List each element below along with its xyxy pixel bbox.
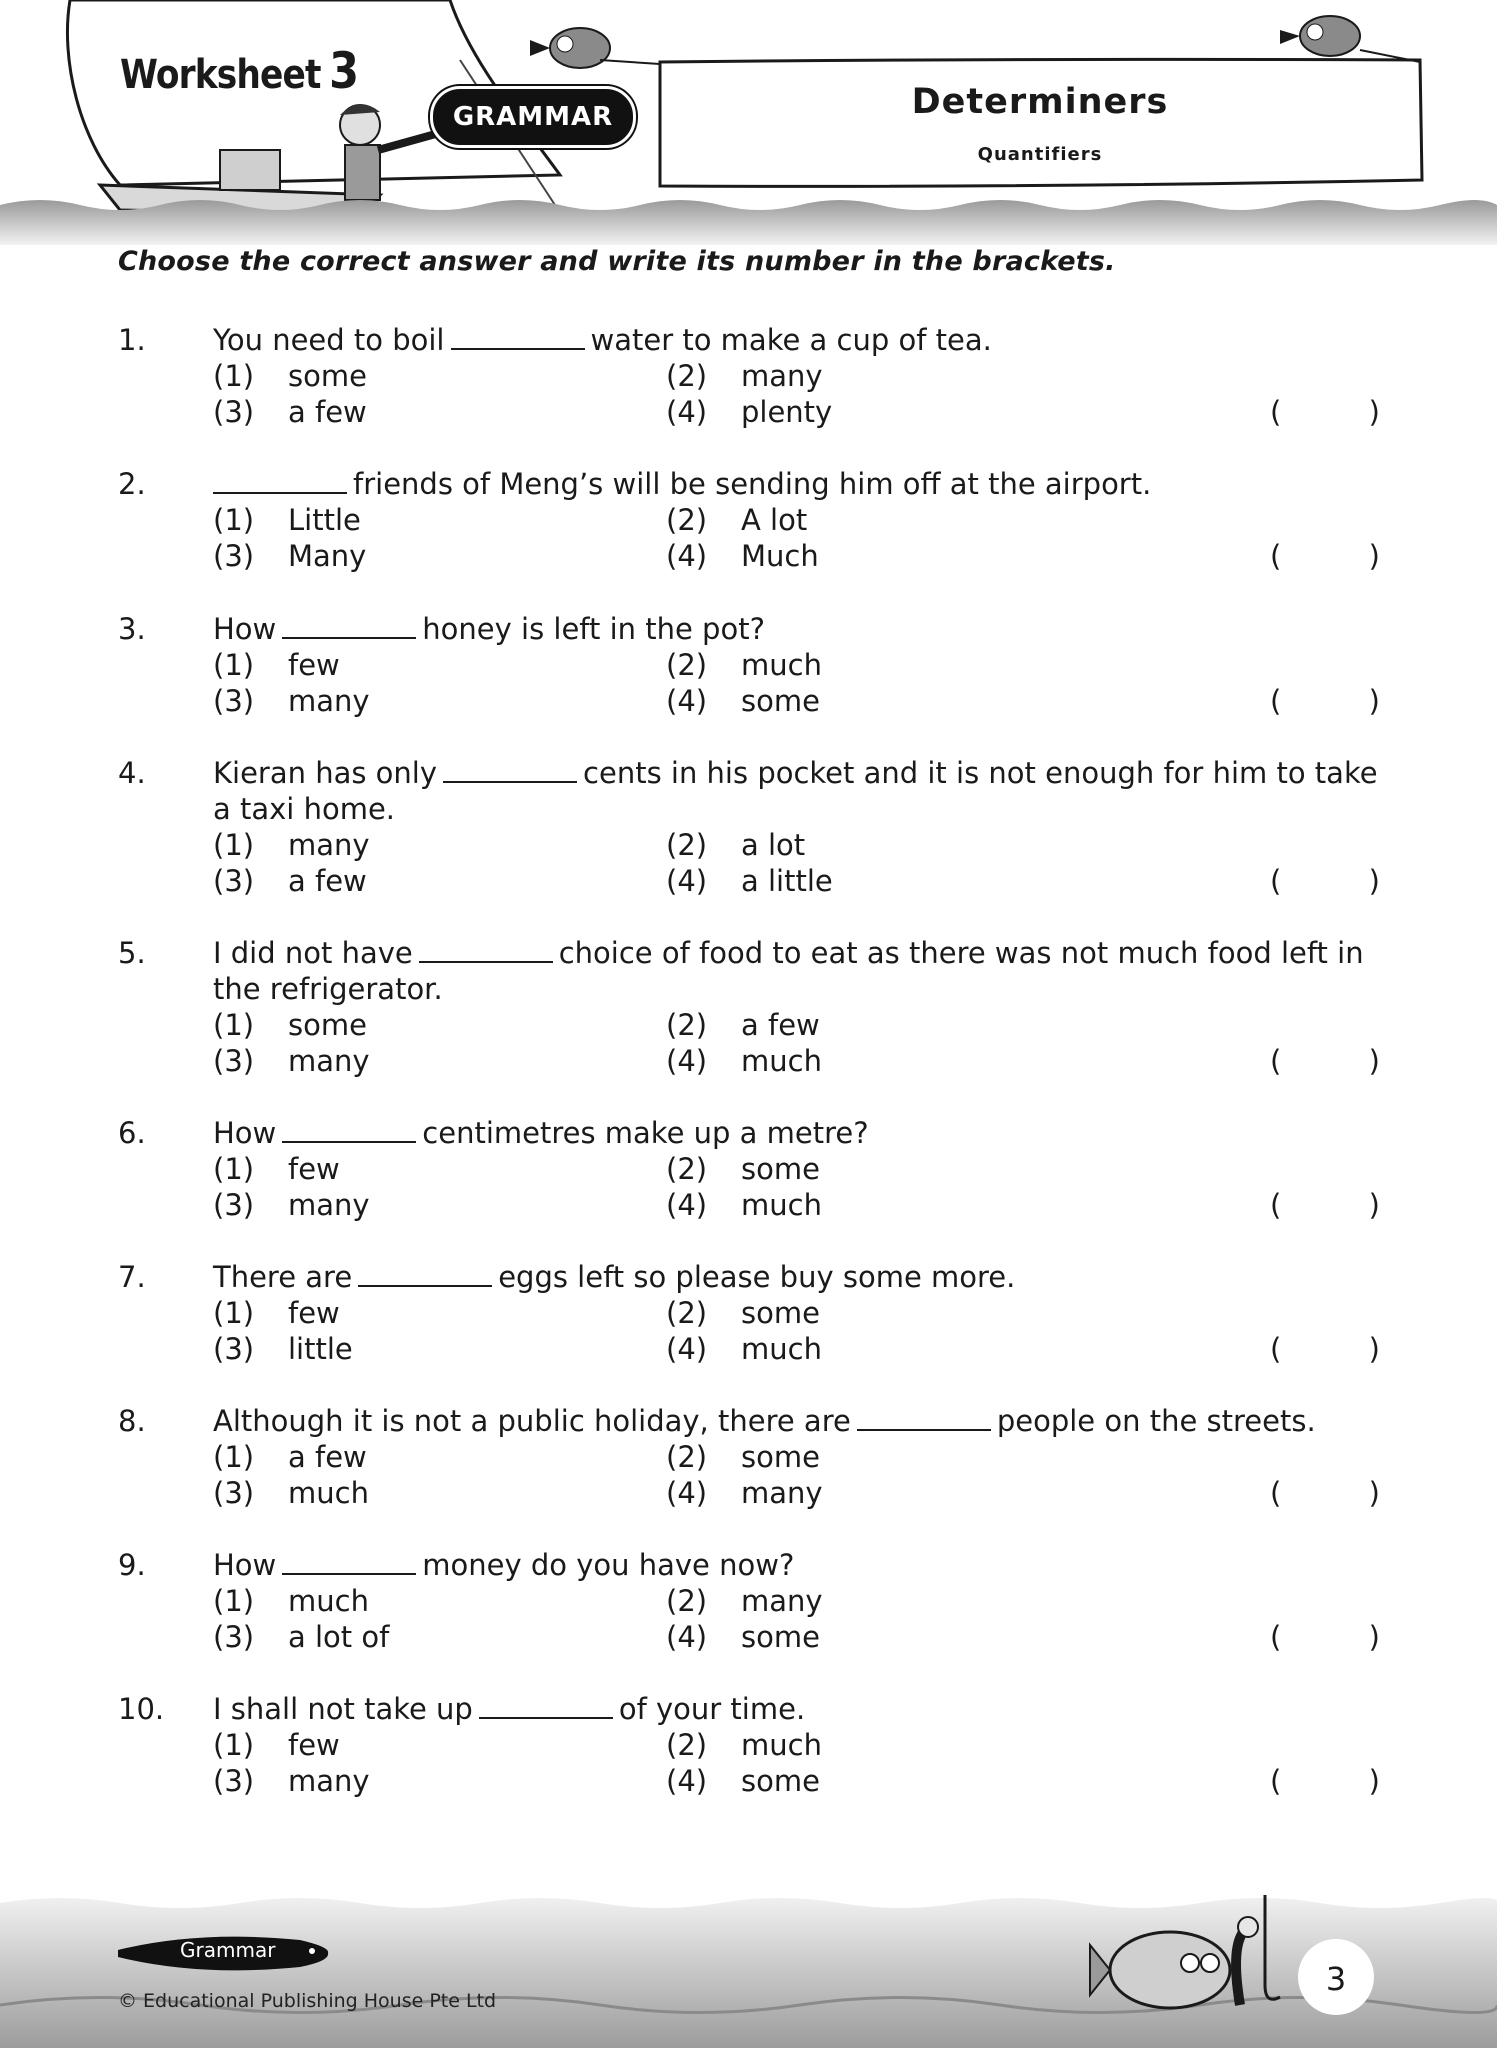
option-number: (4) <box>666 395 708 429</box>
topic-subtitle: Quantifiers <box>977 144 1103 165</box>
worksheet-number: 3 <box>329 42 359 100</box>
question-number: 1. <box>118 323 146 357</box>
option-text: few <box>288 1296 340 1330</box>
option-number: (3) <box>213 395 255 429</box>
option-number: (3) <box>213 1044 255 1078</box>
question-text-before: Kieran has only <box>213 756 438 790</box>
option-text: a few <box>288 395 367 429</box>
question-text-before: How <box>213 1116 277 1150</box>
option-text: much <box>741 1044 822 1078</box>
option-text: many <box>741 1476 823 1510</box>
option-number: (1) <box>213 1440 255 1474</box>
question-text-before: How <box>213 612 277 646</box>
option-number: (2) <box>666 648 708 682</box>
option-text: much <box>741 648 822 682</box>
worksheet-label: Worksheet <box>120 52 321 98</box>
option-text: few <box>288 648 340 682</box>
answer-blank <box>213 468 347 494</box>
bracket-close: ) <box>1368 1188 1380 1222</box>
question-text-before: I did not have <box>213 936 413 970</box>
answer-blank <box>282 1117 416 1143</box>
option-number: (4) <box>666 1764 708 1798</box>
option-number: (3) <box>213 1764 255 1798</box>
option-text: a lot <box>741 828 806 862</box>
question-text-after: money do you have now? <box>422 1548 795 1582</box>
question-text-after: choice of food to eat as there was not much food left in the refrigerator. <box>213 936 1364 1006</box>
bracket-close: ) <box>1368 864 1380 898</box>
option-text: much <box>741 1728 822 1762</box>
bracket-close: ) <box>1368 395 1380 429</box>
bracket-open: ( <box>1270 1476 1282 1510</box>
topic-title: Determiners <box>911 82 1169 122</box>
option-number: (1) <box>213 1296 255 1330</box>
question-stem <box>213 322 1383 358</box>
option-text: much <box>741 1188 822 1222</box>
question-number: 7. <box>118 1260 146 1294</box>
option-text: a few <box>288 864 367 898</box>
question-text-before: How <box>213 1548 277 1582</box>
answer-blank <box>479 1693 613 1719</box>
question-stem <box>213 1403 1383 1439</box>
footer-sea <box>0 1898 1497 2048</box>
bracket-open: ( <box>1270 395 1282 429</box>
question-text-before: You need to boil <box>213 323 445 357</box>
question-stem <box>213 466 1383 502</box>
option-number: (2) <box>666 828 708 862</box>
header-illustration <box>0 0 1497 260</box>
question-stem <box>213 1691 1383 1727</box>
sea-waves <box>0 200 1497 245</box>
option-number: (4) <box>666 1476 708 1510</box>
question-number: 2. <box>118 467 146 501</box>
page-number: 3 <box>1325 1960 1347 1998</box>
question-text-after: people on the streets. <box>996 1404 1316 1438</box>
question-number: 6. <box>118 1116 146 1150</box>
bracket-open: ( <box>1270 1044 1282 1078</box>
bracket-open: ( <box>1270 1764 1282 1798</box>
question-number: 8. <box>118 1404 146 1438</box>
bracket-close: ) <box>1368 1332 1380 1366</box>
option-number: (3) <box>213 1188 255 1222</box>
question-stem <box>213 1115 1383 1151</box>
option-text: some <box>288 359 367 393</box>
option-number: (1) <box>213 1152 255 1186</box>
option-number: (3) <box>213 684 255 718</box>
bracket-close: ) <box>1368 1044 1380 1078</box>
option-text: some <box>741 684 820 718</box>
answer-blank <box>451 324 585 350</box>
question-stem <box>213 935 1383 1007</box>
option-number: (1) <box>213 648 255 682</box>
option-text: few <box>288 1728 340 1762</box>
option-number: (1) <box>213 503 255 537</box>
option-number: (2) <box>666 1728 708 1762</box>
answer-blank <box>443 757 577 783</box>
option-number: (3) <box>213 864 255 898</box>
bracket-open: ( <box>1270 1620 1282 1654</box>
option-number: (2) <box>666 1584 708 1618</box>
option-text: a few <box>288 1440 367 1474</box>
option-text: a lot of <box>288 1620 390 1654</box>
bracket-open: ( <box>1270 1188 1282 1222</box>
question-text-after: friends of Meng’s will be sending him off at the airport. <box>353 467 1152 501</box>
option-text: some <box>741 1764 820 1798</box>
question-text-after: cents in his pocket and it is not enough for him to take a taxi home. <box>213 756 1378 826</box>
option-number: (2) <box>666 1440 708 1474</box>
answer-blank <box>419 937 553 963</box>
option-text: much <box>288 1584 369 1618</box>
option-text: many <box>288 828 370 862</box>
option-number: (3) <box>213 1620 255 1654</box>
bracket-close: ) <box>1368 684 1380 718</box>
option-number: (4) <box>666 539 708 573</box>
option-number: (1) <box>213 1008 255 1042</box>
option-text: some <box>741 1620 820 1654</box>
topic-banner <box>660 59 1422 186</box>
question-number: 3. <box>118 612 146 646</box>
bracket-open: ( <box>1270 1332 1282 1366</box>
option-text: many <box>741 1584 823 1618</box>
question-text-after: of your time. <box>618 1692 806 1726</box>
option-number: (1) <box>213 1584 255 1618</box>
bracket-open: ( <box>1270 539 1282 573</box>
footer-illustration <box>0 1885 1497 2048</box>
option-text: Much <box>741 539 819 573</box>
option-number: (2) <box>666 1008 708 1042</box>
bird-right-illustration <box>1280 16 1360 56</box>
copyright-text: © Educational Publishing House Pte Ltd <box>118 1990 497 2012</box>
subject-tag: GRAMMAR <box>430 86 636 148</box>
option-number: (4) <box>666 1188 708 1222</box>
option-number: (3) <box>213 539 255 573</box>
question-number: 10. <box>118 1692 165 1726</box>
option-number: (3) <box>213 1476 255 1510</box>
answer-blank <box>857 1405 991 1431</box>
question-text-after: centimetres make up a metre? <box>422 1116 869 1150</box>
option-number: (2) <box>666 1296 708 1330</box>
option-text: many <box>288 1764 370 1798</box>
option-number: (2) <box>666 359 708 393</box>
option-text: little <box>288 1332 353 1366</box>
option-number: (4) <box>666 1044 708 1078</box>
option-text: a little <box>741 864 833 898</box>
option-text: some <box>741 1440 820 1474</box>
option-text: much <box>741 1332 822 1366</box>
bracket-open: ( <box>1270 684 1282 718</box>
question-text-before: I shall not take up <box>213 1692 473 1726</box>
option-text: much <box>288 1476 369 1510</box>
option-number: (1) <box>213 359 255 393</box>
question-text-after: eggs left so please buy some more. <box>498 1260 1016 1294</box>
option-text: many <box>741 359 823 393</box>
option-text: A lot <box>741 503 808 537</box>
footer-section-tag: Grammar <box>180 1938 276 1962</box>
bracket-close: ) <box>1368 1476 1380 1510</box>
option-text: many <box>288 1044 370 1078</box>
option-number: (4) <box>666 864 708 898</box>
question-text-after: water to make a cup of tea. <box>590 323 992 357</box>
question-number: 4. <box>118 756 146 790</box>
question-stem <box>213 1547 1383 1583</box>
option-text: many <box>288 1188 370 1222</box>
bracket-open: ( <box>1270 864 1282 898</box>
bracket-close: ) <box>1368 1764 1380 1798</box>
option-number: (1) <box>213 1728 255 1762</box>
answer-blank <box>358 1261 492 1287</box>
option-number: (3) <box>213 1332 255 1366</box>
option-text: some <box>288 1008 367 1042</box>
option-number: (4) <box>666 1332 708 1366</box>
option-text: Many <box>288 539 367 573</box>
question-stem <box>213 755 1383 827</box>
question-text-before: There are <box>213 1260 353 1294</box>
worksheet-title <box>120 42 358 100</box>
option-text: many <box>288 684 370 718</box>
option-number: (2) <box>666 1152 708 1186</box>
option-text: some <box>741 1152 820 1186</box>
option-number: (2) <box>666 503 708 537</box>
question-text-after: honey is left in the pot? <box>422 612 765 646</box>
option-number: (4) <box>666 1620 708 1654</box>
option-text: a few <box>741 1008 820 1042</box>
question-number: 5. <box>118 936 146 970</box>
instruction-text: Choose the correct answer and write its number in the brackets. <box>118 246 1116 277</box>
bracket-close: ) <box>1368 539 1380 573</box>
option-number: (4) <box>666 684 708 718</box>
bird-left-illustration <box>530 28 610 68</box>
option-text: Little <box>288 503 361 537</box>
answer-blank <box>282 613 416 639</box>
option-text: few <box>288 1152 340 1186</box>
question-stem <box>213 611 1383 647</box>
answer-blank <box>282 1549 416 1575</box>
option-text: some <box>741 1296 820 1330</box>
question-number: 9. <box>118 1548 146 1582</box>
question-text-before: Although it is not a public holiday, there are <box>213 1404 851 1438</box>
option-text: plenty <box>741 395 833 429</box>
bracket-close: ) <box>1368 1620 1380 1654</box>
question-stem <box>213 1259 1383 1295</box>
option-number: (1) <box>213 828 255 862</box>
